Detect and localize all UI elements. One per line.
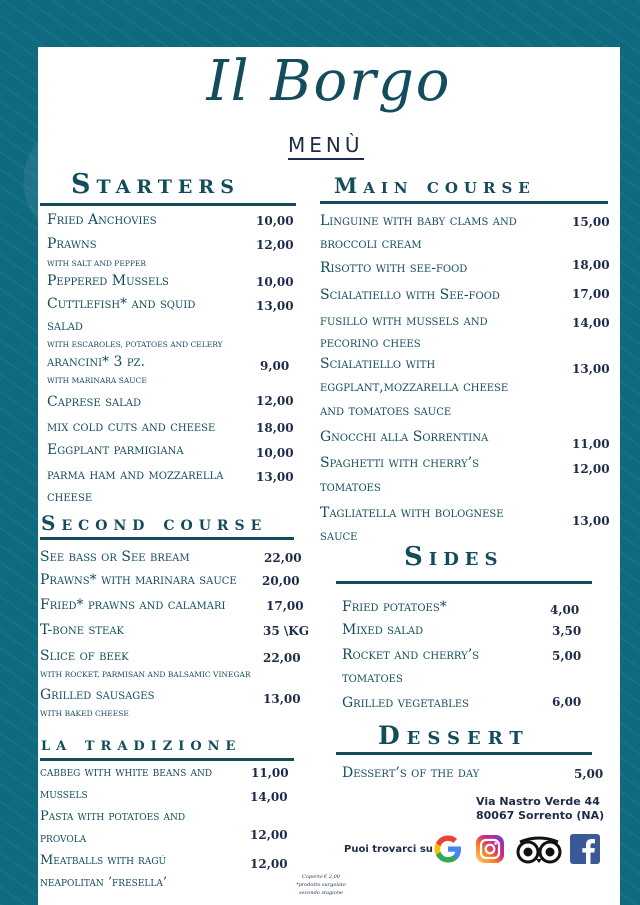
find-us-label: Puoi trovarci su (344, 844, 433, 855)
divider (320, 201, 608, 204)
menu-item-price: 17,00 (572, 287, 610, 301)
section-heading-second-course: Second course (41, 511, 268, 535)
menu-item-name: Fried* prawns and calamari (40, 597, 226, 613)
menu-item-price: 11,00 (572, 437, 610, 451)
menu-item-name: Scialatiello with See-food (320, 287, 500, 303)
note-line: *prodotto surgelato (296, 882, 346, 888)
menu-item-price: 12,00 (250, 857, 288, 871)
menu-item-price: 5,00 (574, 767, 604, 781)
menu-item-price: 22,00 (264, 551, 302, 565)
address-line: Via Nastro Verde 44 (476, 795, 600, 808)
menu-item-name: Risotto with see-food (320, 260, 468, 276)
menu-item-name: Cuttlefish* and squid (47, 296, 196, 312)
menu-item-price: 11,00 (251, 766, 289, 780)
menu-item-name-cont: neapolitan ‘fresella’ (40, 875, 167, 890)
menu-item-name: Spaghetti with cherry’s (320, 455, 479, 471)
section-heading-dessert: Dessert (378, 721, 530, 750)
menu-item-name: Caprese salad (47, 394, 142, 410)
address (476, 795, 604, 823)
menu-item-name-cont: and tomatoes sauce (320, 403, 452, 419)
section-heading-tradizione: la tradizione (41, 733, 242, 755)
menu-item-name: T-bone steak (40, 622, 125, 638)
menu-item-description: WITH MARINARA SAUCE (47, 376, 147, 385)
menu-item-name: Scialatiello with (320, 356, 436, 372)
divider (336, 752, 592, 755)
divider (336, 581, 592, 584)
menu-item-description: WITH ESCAROLES, POTATOES AND CELERY (47, 340, 223, 349)
menu-item-name: mix cold cuts and cheese (47, 419, 216, 435)
note-line: secondo stagione (299, 890, 343, 896)
menu-item-name-cont: salad (47, 318, 83, 334)
menu-item-name: Fried Anchovies (47, 212, 157, 228)
instagram-icon[interactable] (474, 833, 506, 865)
menu-item-name: See bass or See bream (40, 549, 190, 565)
menu-item-price: 20,00 (262, 574, 300, 588)
menu-item-name-cont: cheese (47, 489, 93, 505)
menu-item-name-cont: tomatoes (342, 670, 403, 686)
menu-item-price: 12,00 (250, 828, 288, 842)
menu-item-price: 14,00 (250, 790, 288, 804)
page-title: MENÙ (288, 133, 364, 160)
section-heading-starters: Starters (71, 169, 240, 200)
menu-item-name: Fried potatoes* (342, 599, 447, 615)
menu-item-price: 5,00 (552, 649, 582, 663)
facebook-icon[interactable] (570, 834, 600, 864)
menu-item-price: 4,00 (550, 603, 580, 617)
menu-item-price: 22,00 (263, 651, 301, 665)
menu-card (38, 47, 620, 905)
menu-item-name-cont: eggplant,mozzarella cheese (320, 379, 509, 395)
menu-item-name: Dessert’s of the day (342, 765, 480, 781)
footnote (286, 873, 356, 897)
logo: Il Borgo (206, 49, 452, 114)
menu-item-price: 15,00 (572, 215, 610, 229)
menu-item-name: Grilled sausages (40, 687, 155, 703)
divider (40, 203, 296, 206)
menu-item-price: 13,00 (572, 514, 610, 528)
menu-item-name: Eggplant parmigiana (47, 442, 184, 458)
menu-item-name: Gnocchi alla Sorrentina (320, 429, 489, 445)
menu-item-price: 13,00 (263, 692, 301, 706)
menu-item-price: 10,00 (256, 275, 294, 289)
divider (40, 537, 294, 540)
menu-item-name: Pasta with potatoes and (40, 809, 186, 824)
menu-item-description: WITH SALT AND PEPPER (47, 259, 147, 268)
google-icon[interactable] (432, 833, 464, 865)
menu-item-name: Peppered Mussels (47, 273, 169, 289)
menu-item-name: Linguine with baby clams and (320, 213, 517, 229)
menu-item-price: 12,00 (572, 462, 610, 476)
menu-item-name: fusillo with mussels and (320, 313, 488, 329)
menu-item-name: arancini* 3 pz. (47, 354, 145, 370)
menu-item-description: WITH ROCKET, PARMISAN AND BALSAMIC VINEGAR (40, 670, 251, 679)
menu-item-name: Grilled vegetables (342, 695, 470, 711)
menu-item-description: WITH BAKED CHEESE (40, 709, 129, 718)
menu-item-name-cont: sauce (320, 528, 358, 544)
menu-item-price: 13,00 (572, 362, 610, 376)
divider (40, 758, 294, 761)
menu-item-price: 10,00 (256, 446, 294, 460)
menu-item-price: 9,00 (260, 359, 290, 373)
menu-item-price: 18,00 (256, 421, 294, 435)
menu-item-price: 10,00 (256, 214, 294, 228)
section-heading-main-course: Main course (334, 173, 536, 198)
menu-item-price: 14,00 (572, 316, 610, 330)
menu-item-name: Mixed salad (342, 622, 424, 638)
menu-item-price: 12,00 (256, 394, 294, 408)
menu-item-price: 17,00 (266, 599, 304, 613)
menu-item-name: parma ham and mozzarella (47, 467, 224, 483)
menu-item-name-cont: tomatoes (320, 479, 381, 495)
menu-item-name: Slice of beek (40, 648, 129, 664)
menu-item-name: Tagliatella with bolognese (320, 505, 504, 521)
menu-item-name: Prawns* with marinara sauce (40, 572, 237, 588)
menu-item-price: 6,00 (552, 695, 582, 709)
address-line: 80067 Sorrento (NA) (476, 809, 605, 822)
menu-item-name: cabbeg with white beans and (40, 765, 213, 780)
menu-item-price: 13,00 (256, 299, 294, 313)
menu-item-name-cont: pecorino chees (320, 335, 421, 351)
menu-item-name-cont: broccoli cream (320, 236, 422, 252)
section-heading-sides: Sides (404, 542, 504, 572)
menu-item-price: 35 \KG (263, 624, 309, 638)
menu-item-name: Prawns (47, 236, 97, 252)
menu-item-price: 13,00 (256, 470, 294, 484)
note-line: Coperto € 2,00 (302, 874, 340, 880)
menu-item-price: 3,50 (552, 624, 582, 638)
menu-item-name: mussels (40, 787, 88, 802)
menu-item-price: 18,00 (572, 258, 610, 272)
menu-item-name: Rocket and cherry’s (342, 647, 480, 663)
menu-item-name: Meatballs with ragú (40, 853, 167, 868)
menu-item-name-cont: provola (40, 831, 87, 846)
menu-item-price: 12,00 (256, 238, 294, 252)
tripadvisor-icon[interactable] (514, 833, 564, 865)
